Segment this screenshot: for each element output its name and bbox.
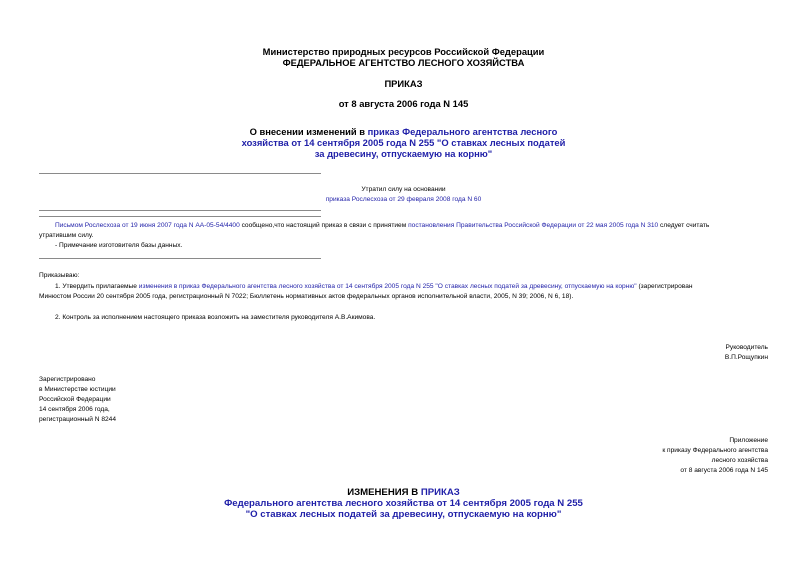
paragraph-1: 1. Утвердить прилагаемые изменения в приказ Федерального агентства лесного хозяйства от 14 сентября 2005 года N 255 "О ставках лесных податей за древесину, отпускаемую на корню" (зарегистрирован: [55, 283, 693, 290]
status-link[interactable]: приказа Рослесхоза от 29 февраля 2008 года N 60: [325, 196, 482, 203]
note-decree-link[interactable]: постановления Правительства Российской Федерации от 22 мая 2005 года N 310: [408, 222, 659, 229]
document-date: от 8 августа 2006 года N 145: [338, 98, 469, 109]
appendix-l2: к приказу Федерального агентства: [662, 447, 768, 454]
paragraph-2: 2. Контроль за исполнением настоящего приказа возложить на заместителя руководителя А.В.Акимова.: [55, 314, 376, 321]
changes-heading: ИЗМЕНЕНИЯ В ПРИКАЗ: [347, 487, 460, 498]
registration-l4: 14 сентября 2006 года,: [39, 406, 110, 413]
changes-heading-line2[interactable]: Федерального агентства лесного хозяйства от 14 сентября 2005 года N 255: [224, 498, 583, 509]
document-title: [0, 126, 807, 137]
title-link-part1[interactable]: приказ Федерального агентства лесного: [367, 126, 558, 137]
title-link-part2[interactable]: хозяйства от 14 сентября 2005 года N 255 "О ставках лесных податей: [241, 137, 566, 148]
divider-top: [39, 173, 321, 174]
changes-link[interactable]: изменения в приказ Федерального агентства лесного хозяйства от 14 сентября 2005 года N 255 "О ставках лесных податей за древесину, отпускаемую на корню": [138, 283, 637, 290]
divider-mid-1: [39, 210, 321, 211]
changes-heading-link[interactable]: ПРИКАЗ: [420, 487, 460, 498]
note-remark: - Примечание изготовителя базы данных.: [55, 242, 183, 249]
registration-l1: Зарегистрировано: [39, 376, 96, 383]
paragraph-1-cont: Минюстом России 20 сентября 2005 года, регистрационный N 7022; Бюллетень нормативных актов федеральных органов исполнительной власти, 2005, N 39; 2006, N 6, 18).: [39, 293, 574, 300]
title-prefix: О внесении изменений в: [249, 126, 368, 137]
note-letter-link[interactable]: Письмом Рослесхоза от 19 июня 2007 года N АА-05-54/4400: [55, 222, 240, 229]
registration-l5: регистрационный N 8244: [39, 416, 117, 423]
agency-name: ФЕДЕРАЛЬНОЕ АГЕНТСТВО ЛЕСНОГО ХОЗЯЙСТВА: [282, 57, 525, 68]
registration-l3: Российской Федерации: [39, 396, 111, 403]
appendix-l4: от 8 августа 2006 года N 145: [680, 467, 768, 474]
status-text: Утратил силу на основании: [361, 186, 446, 193]
note-line1: Письмом Рослесхоза от 19 июня 2007 года N АА-05-54/4400 сообщено,что настоящий приказ в связи с принятием постановления Правительства Российской Федерации от 22 мая 2005 года N 310 следует считать: [55, 222, 710, 229]
divider-bottom: [39, 258, 321, 259]
signature-position: Руководитель: [725, 344, 768, 351]
document-type: ПРИКАЗ: [384, 78, 423, 89]
note-line2: утратившим силу.: [39, 232, 94, 239]
order-word: Приказываю:: [39, 272, 80, 279]
appendix-l1: Приложение: [729, 437, 768, 444]
title-link-part3[interactable]: за древесину, отпускаемую на корню": [314, 148, 493, 159]
appendix-l3: лесного хозяйства: [711, 457, 768, 464]
ministry-name: Министерство природных ресурсов Российской Федерации: [262, 46, 545, 57]
divider-mid-2: [39, 216, 321, 217]
registration-l2: в Министерстве юстиции: [39, 386, 116, 393]
changes-heading-line3[interactable]: "О ставках лесных податей за древесину, отпускаемую на корню": [245, 509, 562, 520]
signature-name: В.П.Рощупкин: [724, 354, 768, 361]
